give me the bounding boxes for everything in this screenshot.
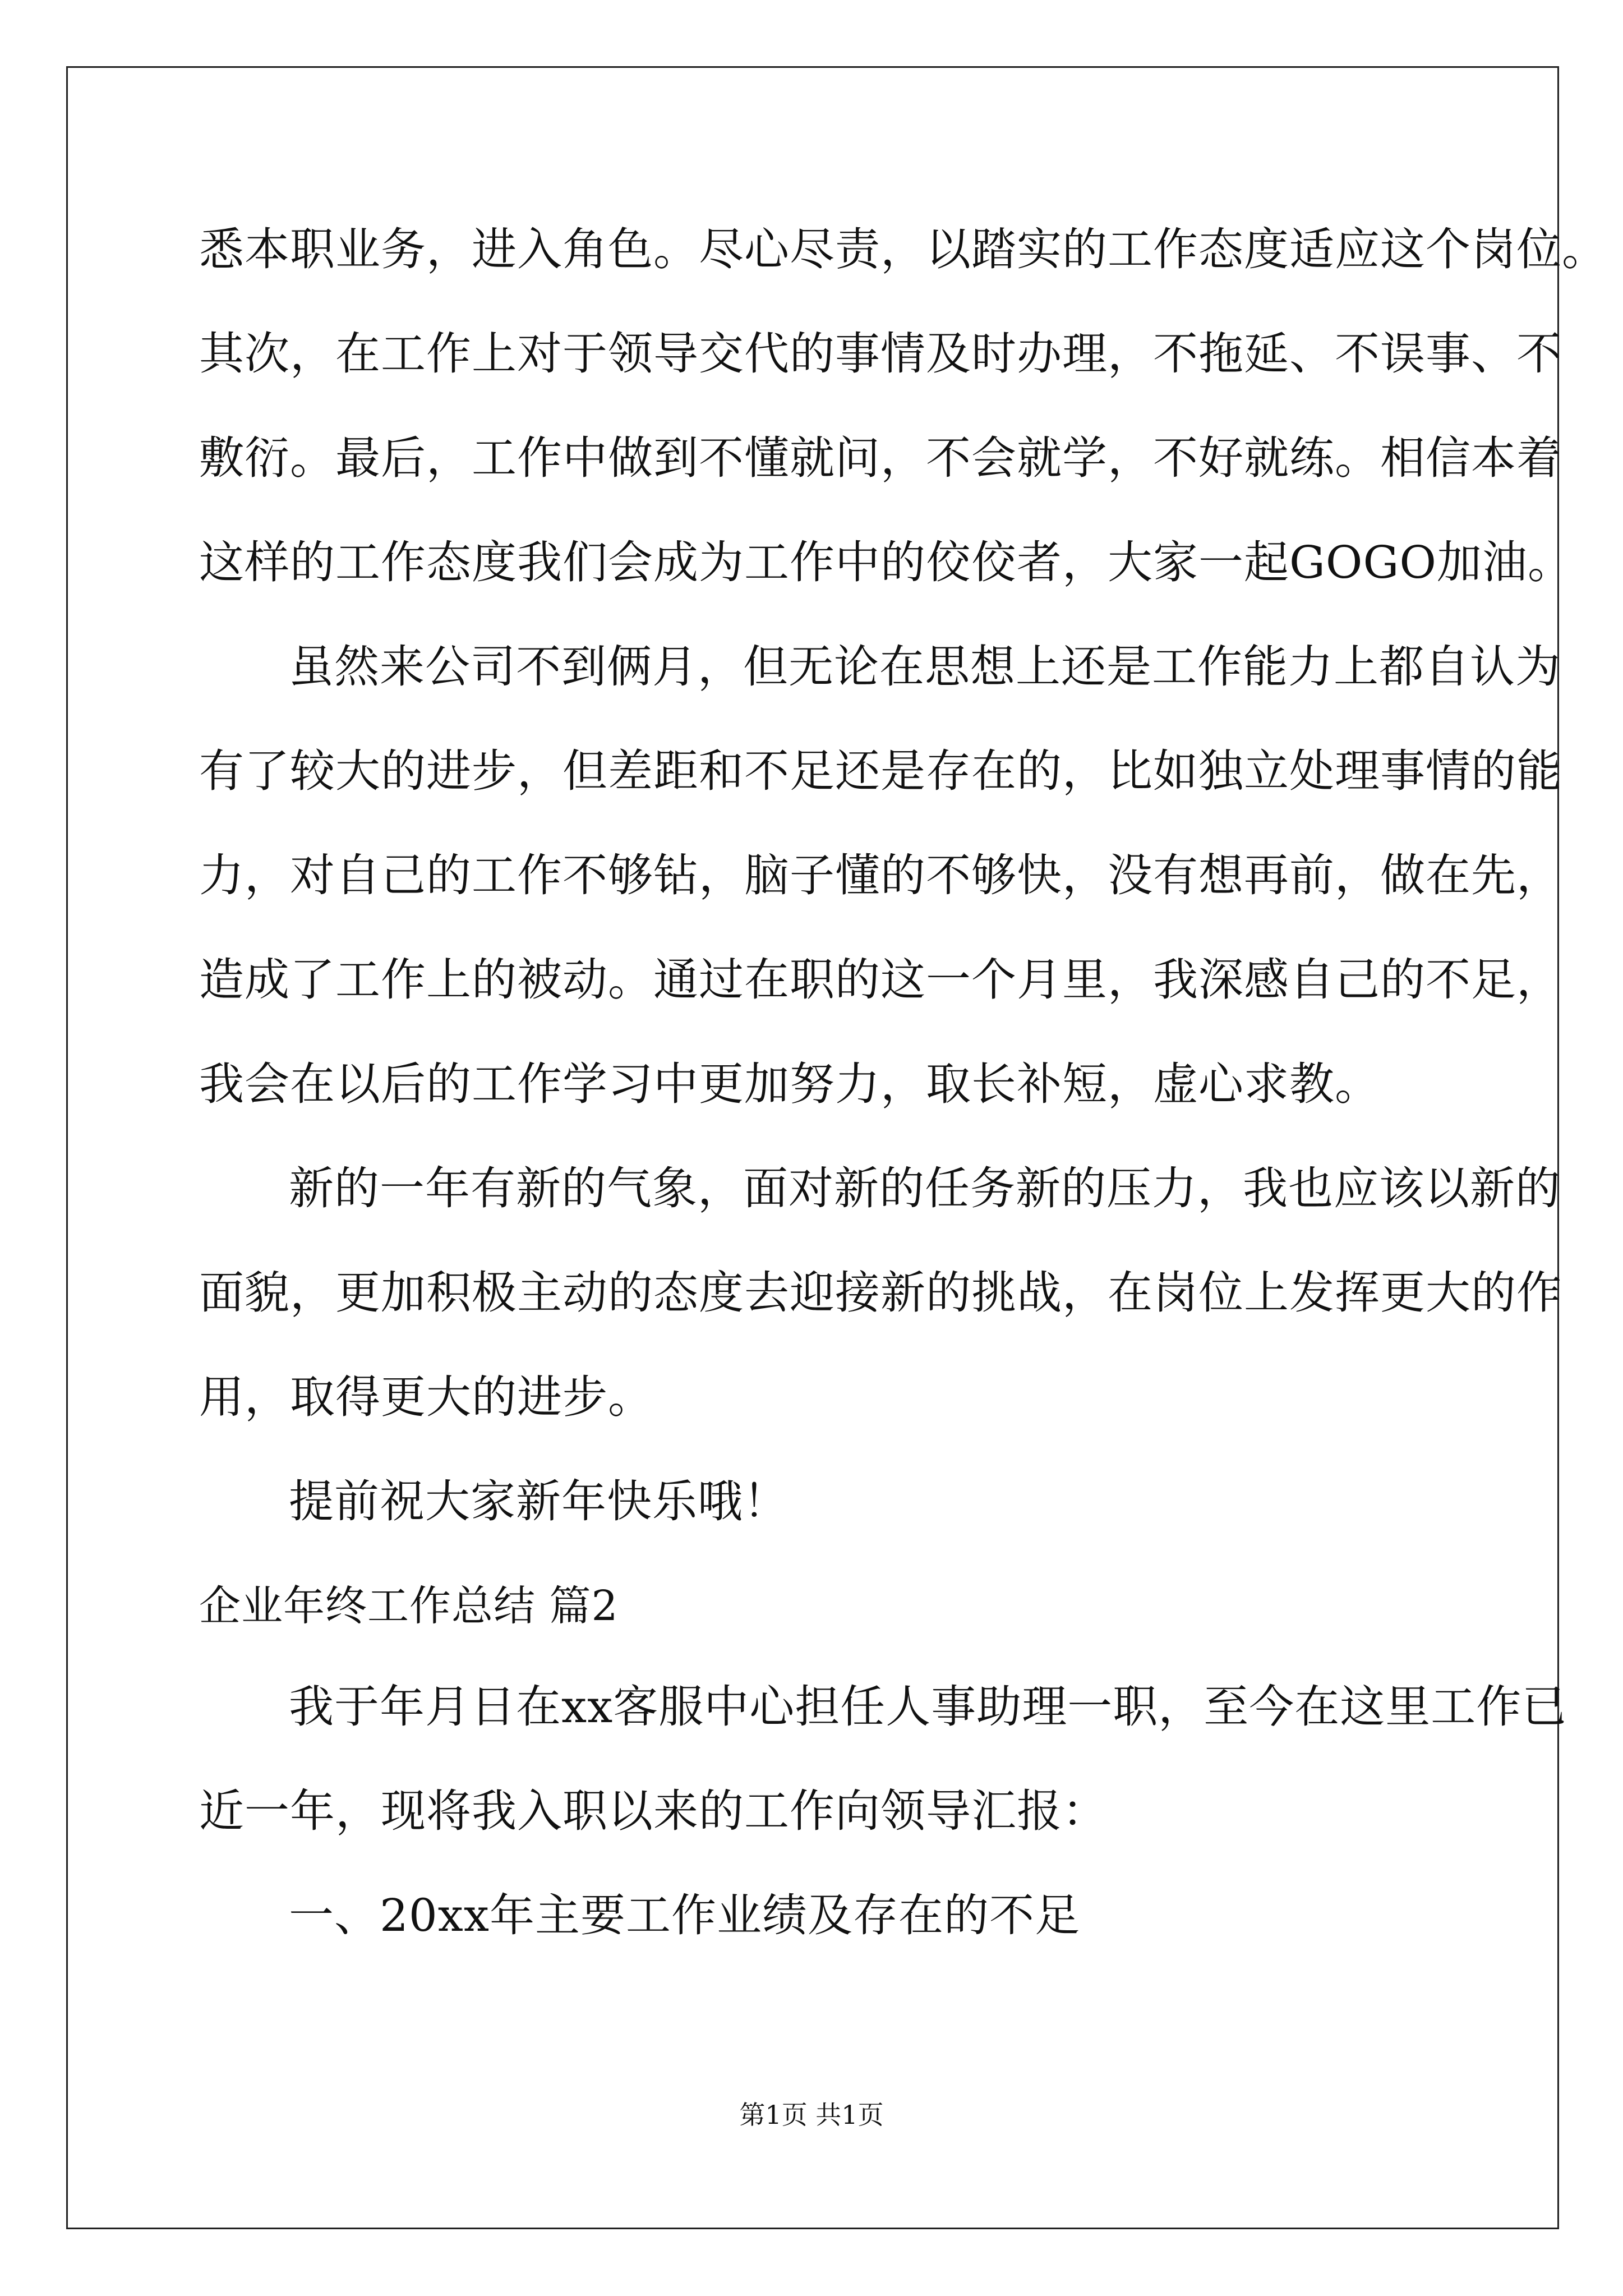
- page-footer: 第1页 共1页: [739, 2100, 884, 2130]
- paragraph-line: 我于年月日在xx客服中心担任人事助理一职，至今在这里工作已: [289, 1681, 1567, 1733]
- paragraph-line: 敷衍。最后，工作中做到不懂就问，不会就学，不好就练。相信本着: [199, 432, 1562, 484]
- paragraph-line: 虽然来公司不到俩月，但无论在思想上还是工作能力上都自认为: [289, 641, 1561, 693]
- paragraph-line: 有了较大的进步，但差距和不足还是存在的，比如独立处理事情的能: [199, 745, 1562, 797]
- paragraph-line: 这样的工作态度我们会成为工作中的佼佼者，大家一起GOGO加油。: [199, 536, 1573, 588]
- paragraph-line: 用，取得更大的进步。: [199, 1371, 653, 1423]
- paragraph-line: 我会在以后的工作学习中更加努力，取长补短，虚心求教。: [199, 1058, 1380, 1110]
- paragraph-line: 其次，在工作上对于领导交代的事情及时办理，不拖延、不误事、不: [199, 328, 1562, 380]
- paragraph-line: 近一年，现将我入职以来的工作向领导汇报：: [199, 1785, 1108, 1837]
- paragraph-line: 力，对自己的工作不够钻，脑子懂的不够快，没有想再前，做在先，: [199, 849, 1562, 901]
- paragraph-line: 提前祝大家新年快乐哦！: [289, 1475, 789, 1527]
- paragraph-line: 新的一年有新的气象，面对新的任务新的压力，我也应该以新的: [289, 1162, 1561, 1214]
- document-body: [199, 219, 1607, 1989]
- list-heading: 一、20xx年主要工作业绩及存在的不足: [289, 1889, 1081, 1941]
- paragraph-line: 造成了工作上的被动。通过在职的这一个月里，我深感自己的不足，: [199, 954, 1562, 1006]
- section-heading: 企业年终工作总结 篇2: [199, 1582, 619, 1630]
- paragraph-line: 悉本职业务，进入角色。尽心尽责，以踏实的工作态度适应这个岗位。: [199, 223, 1607, 275]
- paragraph-line: 面貌，更加积极主动的态度去迎接新的挑战，在岗位上发挥更大的作: [199, 1267, 1562, 1319]
